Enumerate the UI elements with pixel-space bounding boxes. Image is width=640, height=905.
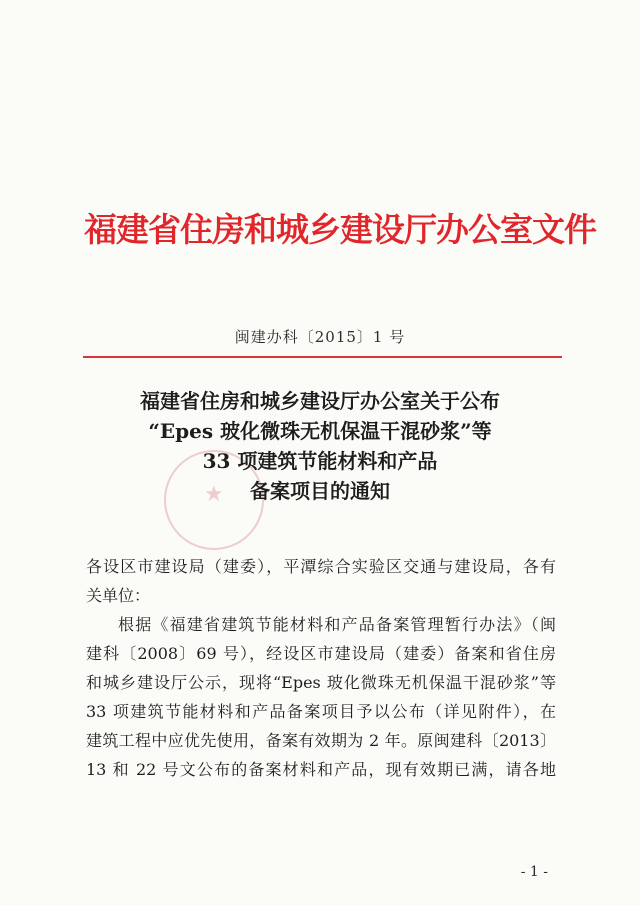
body-paragraph-line: 13 和 22 号文公布的备案材料和产品，现有效期已满，请各地 (86, 760, 556, 779)
page-number: - 1 - (520, 864, 548, 880)
notice-title (64, 386, 576, 506)
seal-star-icon: ★ (204, 482, 224, 507)
notice-body (86, 552, 556, 784)
body-paragraph-line: 建科〔2008〕69 号），经设区市建设局（建委）备案和省住房 (86, 644, 556, 663)
red-divider-line (83, 356, 562, 358)
title-line: “Epes 玻化微珠无机保温干混砂浆”等 (148, 419, 492, 443)
body-paragraph-line: 33 项建筑节能材料和产品备案项目予以公布（详见附件），在 (86, 702, 556, 721)
title-line: 备案项目的通知 (250, 479, 390, 503)
title-line: 福建省住房和城乡建设厅办公室关于公布 (140, 389, 500, 413)
body-paragraph-line: 和城乡建设厅公示，现将“Epes 玻化微珠无机保温干混砂浆”等 (86, 673, 556, 692)
body-paragraph-line: 建筑工程中应优先使用，备案有效期为 2 年。原闽建科〔2013〕 (86, 731, 556, 750)
title-line: 33 项建筑节能材料和产品 (202, 449, 438, 473)
body-paragraph-line: 根据《福建省建筑节能材料和产品备案管理暂行办法》（闽 (118, 615, 556, 634)
recipients-line: 关单位： (86, 586, 151, 605)
document-number: 闽建办科〔2015〕1 号 (234, 328, 406, 346)
recipients-line: 各设区市建设局（建委），平潭综合实验区交通与建设局，各有 (86, 557, 556, 576)
issuer-heading: 福建省住房和城乡建设厅办公室文件 (84, 210, 596, 249)
